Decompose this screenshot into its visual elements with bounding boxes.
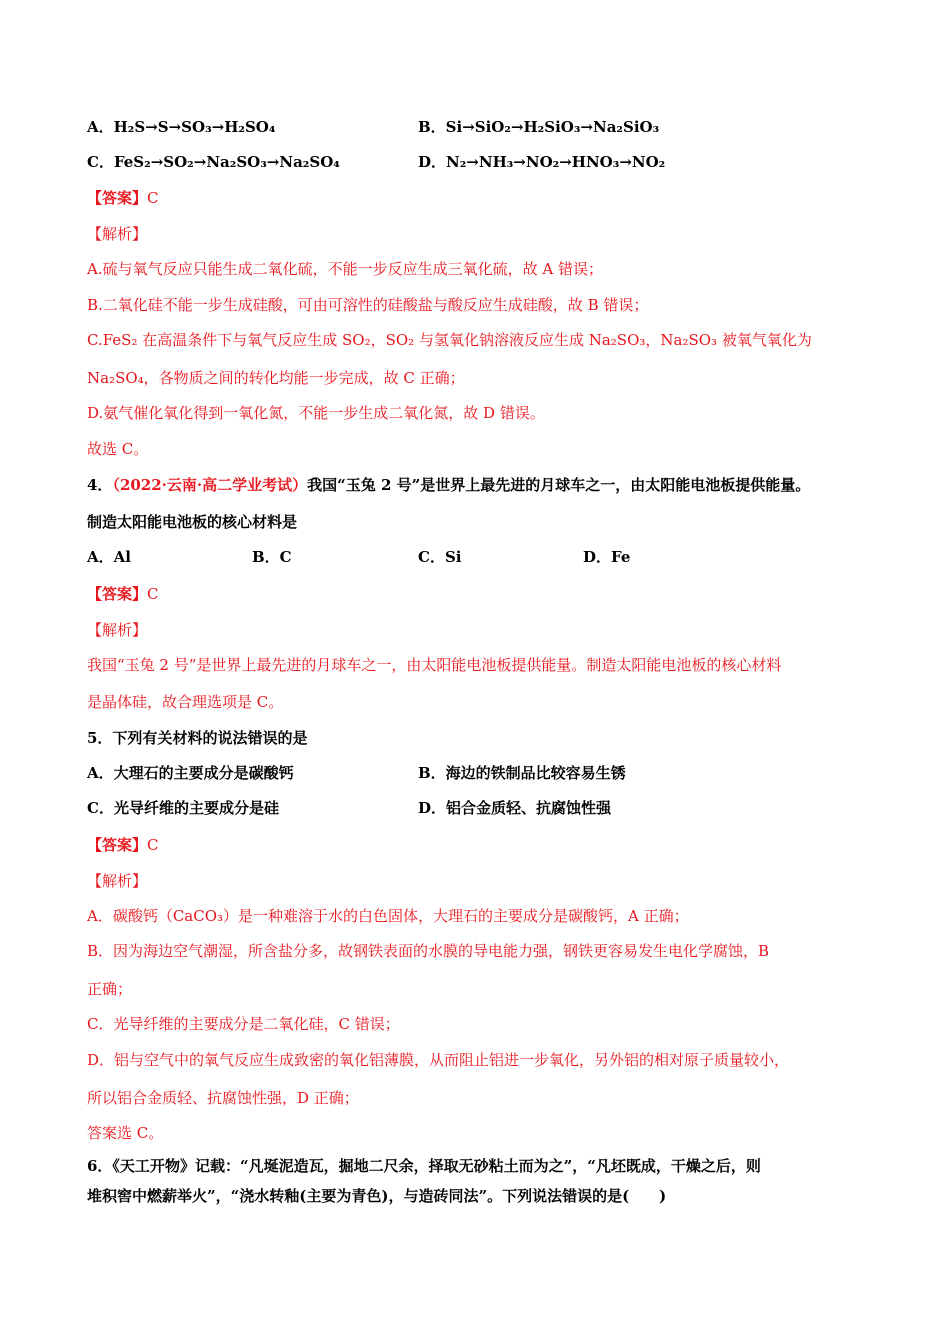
analysis-line: 所以铝合金质轻、抗腐蚀性强，D 正确； (87, 1089, 359, 1107)
stem-text: 我国“玉兔 2 号”是世界上最先进的月球车之一，由太阳能电池板提供能量。 (307, 476, 811, 494)
q3-analysis-label: 【解析】 (87, 225, 148, 243)
q5-conclusion: 答案选 C。 (87, 1124, 164, 1142)
option-d: D．Fe (583, 548, 631, 566)
answer-label: 【答案】 (87, 585, 148, 603)
option-c: C．Si (418, 548, 462, 566)
q5-answer (87, 835, 159, 855)
answer-value: C (147, 189, 159, 207)
q4-analysis-label: 【解析】 (87, 621, 148, 639)
answer-label: 【答案】 (87, 836, 148, 854)
analysis-line: Na₂SO₄，各物质之间的转化均能一步完成，故 C 正确； (87, 369, 465, 387)
question-number: 4． (87, 476, 113, 494)
q5-analysis-label: 【解析】 (87, 872, 148, 890)
option-c: C．光导纤维的主要成分是硅 (87, 799, 279, 817)
analysis-line: A．碳酸钙（CaCO₃）是一种难溶于水的白色固体，大理石的主要成分是碳酸钙，A 正确； (87, 907, 689, 925)
analysis-line: B.二氧化硅不能一步生成硅酸，可由可溶性的硅酸盐与酸反应生成硅酸，故 B 错误； (87, 296, 649, 314)
analysis-line: 我国“玉兔 2 号”是世界上最先进的月球车之一，由太阳能电池板提供能量。制造太阳能电池板的核心材料 (87, 656, 782, 674)
question-source: （2022·云南·高二学业考试） (112, 476, 308, 494)
option-a: A．H₂S→S→SO₃→H₂SO₄ (87, 118, 276, 136)
analysis-line: D．铝与空气中的氧气反应生成致密的氧化铝薄膜，从而阻止铝进一步氧化，另外铝的相对原子质量较小， (87, 1051, 790, 1069)
answer-label: 【答案】 (87, 189, 148, 207)
q3-conclusion: 故选 C。 (87, 440, 149, 458)
option-a: A．大理石的主要成分是碳酸钙 (87, 764, 294, 782)
q4-stem (87, 475, 810, 495)
analysis-line: B．因为海边空气潮湿，所含盐分多，故钢铁表面的水膜的导电能力强，钢铁更容易发生电化学腐蚀，B (87, 942, 770, 960)
option-d: D．N₂→NH₃→NO₂→HNO₃→NO₂ (418, 153, 666, 171)
answer-value: C (147, 585, 159, 603)
q5-stem: 5．下列有关材料的说法错误的是 (87, 729, 308, 747)
q4-stem-line2: 制造太阳能电池板的核心材料是 (87, 513, 298, 531)
analysis-line: 是晶体硅，故合理选项是 C。 (87, 693, 284, 711)
analysis-line: D.氨气催化氧化得到一氧化氮，不能一步生成二氧化氮，故 D 错误。 (87, 404, 545, 422)
option-b: B．C (252, 548, 292, 566)
answer-value: C (147, 836, 159, 854)
analysis-line: C．光导纤维的主要成分是二氧化硅，C 错误； (87, 1015, 400, 1033)
analysis-line: 正确； (87, 980, 133, 998)
option-d: D．铝合金质轻、抗腐蚀性强 (418, 799, 612, 817)
q6-stem-line2: 堆积窖中燃薪举火”，“浇水转釉(主要为青色)，与造砖同法”。下列说法错误的是( ) (87, 1187, 667, 1205)
option-b: B．Si→SiO₂→H₂SiO₃→Na₂SiO₃ (418, 118, 660, 136)
analysis-line: C.FeS₂ 在高温条件下与氧气反应生成 SO₂，SO₂ 与氢氧化钠溶液反应生成 Na₂SO₃，Na₂SO₃ 被氧气氧化为 (87, 331, 812, 349)
q4-answer (87, 584, 159, 604)
option-b: B．海边的铁制品比较容易生锈 (418, 764, 626, 782)
option-c: C．FeS₂→SO₂→Na₂SO₃→Na₂SO₄ (87, 153, 340, 171)
option-a: A．Al (87, 548, 131, 566)
analysis-line: A.硫与氧气反应只能生成二氧化硫，不能一步反应生成三氧化硫，故 A 错误； (87, 260, 603, 278)
q6-stem-line1: 6．《天工开物》记载：“凡埏泥造瓦，掘地二尺余，择取无砂粘土而为之”，“凡坯既成，干燥之后，则 (87, 1157, 761, 1175)
q3-answer (87, 188, 159, 208)
